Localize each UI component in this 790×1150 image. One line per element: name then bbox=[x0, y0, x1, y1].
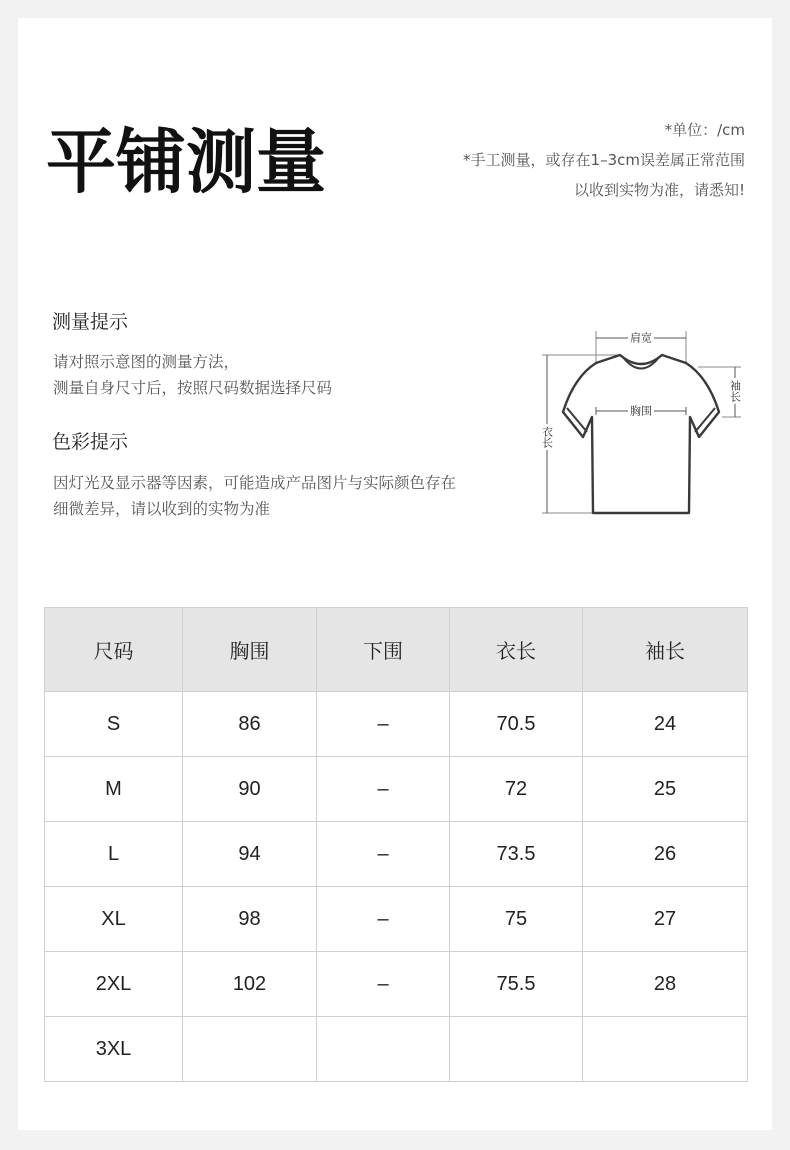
tshirt-diagram bbox=[538, 325, 748, 525]
size-chart-page bbox=[18, 18, 772, 1130]
sleeve-cell bbox=[583, 1017, 748, 1082]
table-row bbox=[45, 1017, 748, 1082]
chest-cell: 98 bbox=[183, 887, 317, 952]
size-table bbox=[44, 607, 748, 1082]
header-length: 衣长 bbox=[450, 608, 583, 692]
color-tips-text bbox=[53, 470, 456, 522]
measurement-notes bbox=[463, 115, 745, 205]
note-tolerance: *手工测量，或存在1–3cm误差属正常范围 bbox=[463, 151, 745, 169]
sleeve-length-label: 袖长 bbox=[728, 380, 742, 402]
length-cell: 72 bbox=[450, 757, 583, 822]
header-size: 尺码 bbox=[45, 608, 183, 692]
table-row bbox=[45, 692, 748, 757]
size-cell: 3XL bbox=[45, 1017, 183, 1082]
garment-length-label: 衣长 bbox=[540, 426, 554, 448]
chest-cell: 90 bbox=[183, 757, 317, 822]
hem-cell bbox=[317, 1017, 450, 1082]
measure-tips-heading: 测量提示 bbox=[52, 311, 129, 333]
size-cell: L bbox=[45, 822, 183, 887]
length-cell: 70.5 bbox=[450, 692, 583, 757]
note-disclaimer: 以收到实物为准，请悉知! bbox=[573, 181, 745, 199]
color-tips-line: 因灯光及显示器等因素，可能造成产品图片与实际颜色存在 bbox=[53, 474, 457, 492]
chest-cell: 86 bbox=[183, 692, 317, 757]
header-hem: 下围 bbox=[317, 608, 450, 692]
table-row bbox=[45, 952, 748, 1017]
sleeve-cell: 25 bbox=[583, 757, 748, 822]
hem-cell: – bbox=[317, 692, 450, 757]
measure-tips-text bbox=[53, 349, 332, 401]
measure-tips-line: 请对照示意图的测量方法， bbox=[53, 353, 240, 371]
chest-cell: 102 bbox=[183, 952, 317, 1017]
table-header-row bbox=[45, 608, 748, 692]
size-cell: M bbox=[45, 757, 183, 822]
hem-cell: – bbox=[317, 822, 450, 887]
page-title: 平铺测量 bbox=[46, 121, 326, 203]
length-cell bbox=[450, 1017, 583, 1082]
length-cell: 75 bbox=[450, 887, 583, 952]
chest-cell: 94 bbox=[183, 822, 317, 887]
header-sleeve: 袖长 bbox=[583, 608, 748, 692]
note-unit: *单位：/cm bbox=[664, 121, 745, 139]
hem-cell: – bbox=[317, 952, 450, 1017]
size-cell: 2XL bbox=[45, 952, 183, 1017]
chest-cell bbox=[183, 1017, 317, 1082]
hem-cell: – bbox=[317, 757, 450, 822]
color-tips-line: 细微差异，请以收到的实物为准 bbox=[53, 500, 271, 518]
sleeve-cell: 24 bbox=[583, 692, 748, 757]
shoulder-width-label: 肩宽 bbox=[630, 331, 652, 345]
tshirt-icon bbox=[538, 325, 748, 525]
sleeve-cell: 27 bbox=[583, 887, 748, 952]
length-cell: 75.5 bbox=[450, 952, 583, 1017]
size-cell: XL bbox=[45, 887, 183, 952]
table-row bbox=[45, 757, 748, 822]
size-cell: S bbox=[45, 692, 183, 757]
chest-label: 胸围 bbox=[630, 404, 652, 418]
sleeve-cell: 26 bbox=[583, 822, 748, 887]
length-cell: 73.5 bbox=[450, 822, 583, 887]
measure-tips-line: 测量自身尺寸后，按照尺码数据选择尺码 bbox=[53, 379, 333, 397]
table-row bbox=[45, 887, 748, 952]
sleeve-cell: 28 bbox=[583, 952, 748, 1017]
header-chest: 胸围 bbox=[183, 608, 317, 692]
table-row bbox=[45, 822, 748, 887]
hem-cell: – bbox=[317, 887, 450, 952]
tshirt-outline bbox=[563, 355, 719, 513]
color-tips-heading: 色彩提示 bbox=[52, 431, 129, 453]
